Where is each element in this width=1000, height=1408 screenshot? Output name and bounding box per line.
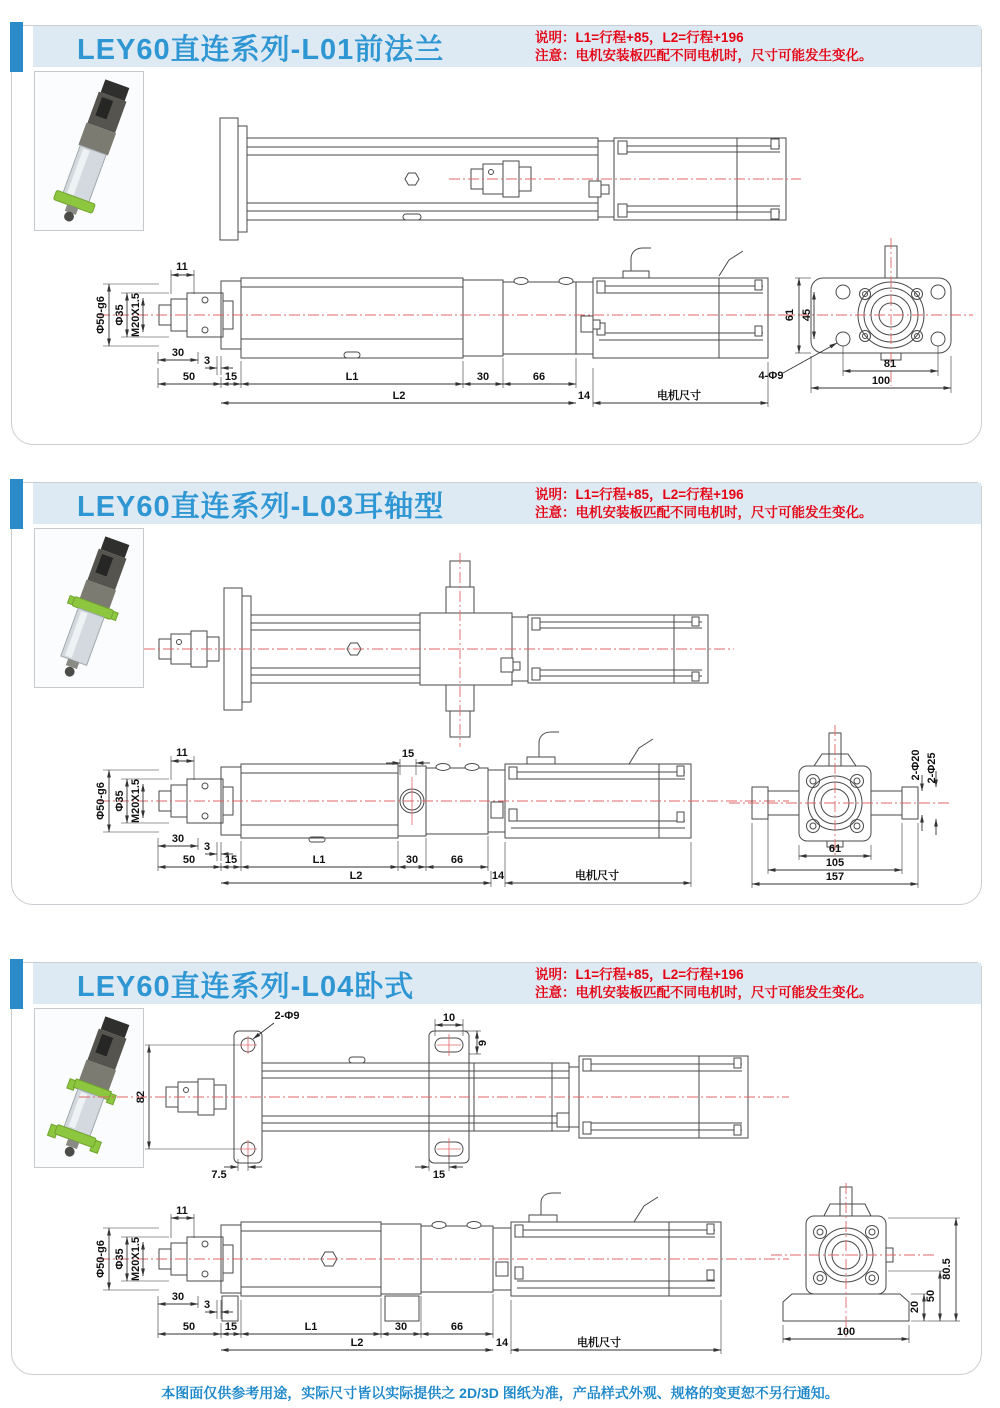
- dim-rod-dia2: Φ35: [114, 1248, 126, 1270]
- dim-rod-dia: Φ50-g6: [95, 1240, 107, 1278]
- dim-50: 50: [182, 1321, 196, 1333]
- note-formula: 说明：L1=行程+85，L2=行程+196: [535, 30, 744, 45]
- dim-45: 45: [801, 308, 813, 322]
- dim-157: 157: [825, 871, 845, 883]
- dim-20: 20: [909, 1300, 921, 1314]
- title-accent-bar: [10, 22, 23, 72]
- dim-50: 50: [182, 854, 196, 866]
- title-accent-bar: [10, 959, 23, 1009]
- section-titlebar: [33, 963, 981, 1004]
- section-titlebar: [33, 26, 981, 67]
- dim-30: 30: [171, 347, 185, 359]
- dim-100: 100: [871, 375, 891, 387]
- dim-66: 66: [532, 371, 546, 383]
- dim-11: 11: [176, 261, 188, 273]
- dim-100: 100: [836, 1326, 856, 1338]
- side-view-dimensioned: [95, 248, 794, 407]
- dim-rod-dia2: Φ35: [114, 790, 126, 812]
- dim-4-holes: 4-Φ9: [758, 370, 784, 382]
- dim-15-trunnion: 15: [401, 748, 415, 760]
- dim-15: 15: [224, 854, 238, 866]
- dim-14: 14: [577, 390, 591, 402]
- dim-50: 50: [182, 371, 196, 383]
- dim-rod-dia2: Φ35: [114, 304, 126, 326]
- section-titlebar: [33, 483, 981, 524]
- end-view-flange: [759, 238, 973, 393]
- section-notes: [535, 486, 873, 522]
- note-warning: 注意：电机安装板匹配不同电机时，尺寸可能发生变化。: [535, 985, 873, 1000]
- dim-3: 3: [203, 841, 211, 853]
- dim-30: 30: [171, 1291, 185, 1303]
- end-view-foot: [771, 1183, 960, 1343]
- title-accent-bar: [10, 479, 23, 529]
- dim-motor-size: 电机尺寸: [577, 1337, 621, 1349]
- dim-L1: L1: [345, 371, 359, 383]
- dim-L1: L1: [304, 1321, 318, 1333]
- footer-disclaimer: 本图面仅供参考用途，实际尺寸皆以实际提供之 2D/3D 图纸为准，产品样式外观、规格的变更恕不另行通知。: [161, 1385, 839, 1401]
- dim-15-foot: 15: [432, 1169, 446, 1181]
- dim-L2: L2: [392, 390, 406, 402]
- section-title: LEY60直连系列-L03耳轴型: [77, 491, 445, 523]
- dim-82: 82: [135, 1090, 147, 1104]
- dim-11: 11: [176, 1205, 188, 1217]
- dim-motor-size: 电机尺寸: [657, 390, 701, 402]
- side-view-dimensioned: [95, 732, 789, 887]
- dim-14: 14: [495, 1337, 509, 1349]
- dim-thread: M20X1.5: [130, 1236, 142, 1282]
- dim-15: 15: [224, 1321, 238, 1333]
- dim-thread: M20X1.5: [130, 292, 142, 338]
- dim-30b: 30: [394, 1321, 408, 1333]
- note-formula: 说明：L1=行程+85，L2=行程+196: [535, 967, 744, 982]
- dim-66: 66: [450, 854, 464, 866]
- dim-30b: 30: [476, 371, 490, 383]
- technical-drawing-l03: [19, 525, 983, 906]
- dim-motor-size: 电机尺寸: [575, 870, 619, 882]
- dim-81: 81: [883, 358, 897, 370]
- end-view-trunnion: [729, 725, 949, 888]
- dim-9: 9: [477, 1039, 489, 1047]
- dim-rod-dia: Φ50-g6: [95, 782, 107, 820]
- dim-11: 11: [176, 747, 188, 759]
- dim-66: 66: [450, 1321, 464, 1333]
- side-view-feet: [79, 1010, 789, 1181]
- dim-61: 61: [828, 843, 842, 855]
- section-title: LEY60直连系列-L04卧式: [77, 971, 415, 1003]
- dim-L1: L1: [312, 854, 326, 866]
- section-title: LEY60直连系列-L01前法兰: [77, 34, 445, 66]
- side-view-dimensioned: [95, 1193, 789, 1354]
- dim-3: 3: [203, 1299, 211, 1311]
- note-warning: 注意：电机安装板匹配不同电机时，尺寸可能发生变化。: [535, 48, 873, 63]
- dim-15: 15: [224, 371, 238, 383]
- dim-30: 30: [171, 833, 185, 845]
- dim-2-holes: 2-Φ9: [274, 1010, 300, 1022]
- technical-drawing-l01: [19, 68, 983, 446]
- dim-80-5: 80.5: [941, 1258, 953, 1280]
- note-formula: 说明：L1=行程+85，L2=行程+196: [535, 487, 744, 502]
- dim-105: 105: [825, 857, 845, 869]
- section-l03-trunnion: [11, 482, 982, 905]
- dim-pin-20: 2-Φ20: [910, 749, 922, 781]
- dim-rod-dia: Φ50-g6: [95, 296, 107, 334]
- note-warning: 注意：电机安装板匹配不同电机时，尺寸可能发生变化。: [535, 505, 873, 520]
- dim-pin-25: 2-Φ25: [926, 752, 938, 784]
- dim-thread: M20X1.5: [130, 778, 142, 824]
- dim-L2: L2: [349, 870, 363, 882]
- dim-L2: L2: [350, 1337, 364, 1349]
- dim-30b: 30: [405, 854, 419, 866]
- dim-7-5: 7.5: [211, 1169, 227, 1181]
- section-notes: [535, 966, 873, 1002]
- side-view-plain: [144, 553, 734, 747]
- technical-drawing-l04: [19, 1005, 983, 1376]
- dim-3: 3: [203, 355, 211, 367]
- dim-61: 61: [784, 308, 796, 322]
- dim-50e: 50: [925, 1289, 937, 1303]
- section-notes: [535, 29, 873, 65]
- dim-14: 14: [491, 870, 505, 882]
- section-l04-foot-mount: [11, 962, 982, 1375]
- side-view-plain: [220, 118, 801, 240]
- dim-10: 10: [442, 1012, 456, 1024]
- section-l01-front-flange: [11, 25, 982, 445]
